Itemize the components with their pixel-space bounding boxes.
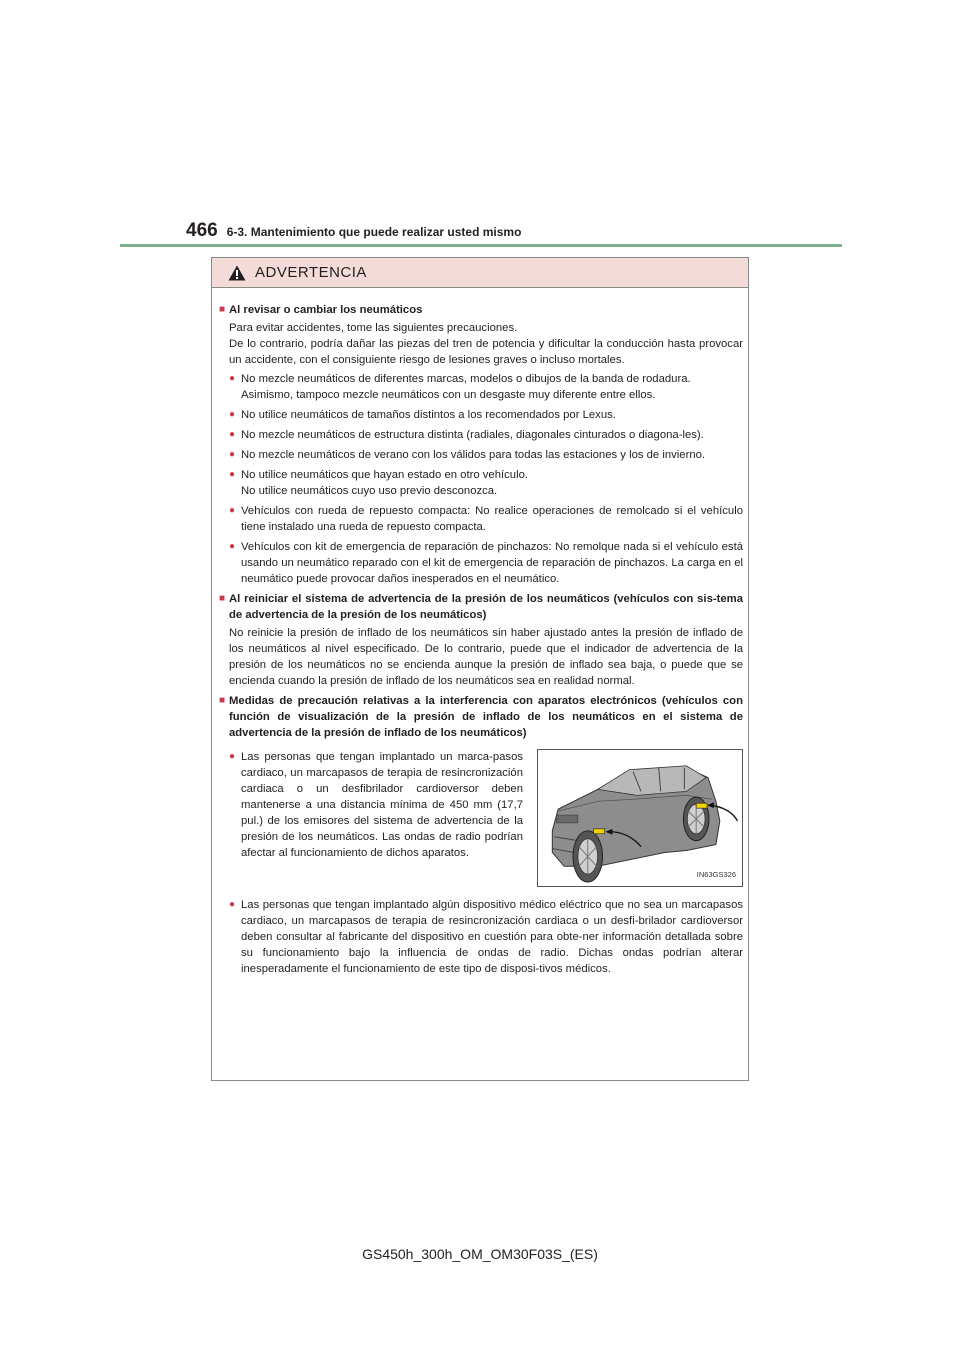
bullet-list — [229, 897, 743, 977]
list-item — [229, 897, 743, 977]
bullet-text: Las personas que tengan implantado un marca-pasos cardiaco, un marcapasos de terapia de resincronización cardiaca o un desfibrilador cardioversor deben mantenerse a una distancia mínima de 450 mm (17,7 pul.) de los emisores del sistema de advertencia de la presión de los neumáticos. Las ondas de radio podrían afectar al funcionamiento de dichos aparatos. — [241, 751, 523, 859]
bullet-text: Asimismo, tampoco mezcle neumáticos con un desgaste muy diferente entre ellos. — [241, 389, 656, 401]
section-tire-check — [219, 302, 743, 587]
circle-bullet-icon: ● — [229, 751, 236, 762]
square-marker-icon: ■ — [219, 304, 226, 315]
warning-triangle-icon — [228, 265, 246, 281]
circle-bullet-icon: ● — [229, 505, 236, 516]
square-marker-icon: ■ — [219, 593, 226, 604]
list-item — [229, 503, 743, 535]
warning-content — [219, 302, 743, 981]
bullet-text: No mezcle neumáticos de estructura distinta (radiales, diagonales cinturados o diagona-les). — [241, 429, 704, 441]
section-heading: Al revisar o cambiar los neumáticos — [229, 304, 423, 316]
paragraph-line: Para evitar accidentes, tome las siguientes precauciones. — [229, 322, 518, 334]
section-paragraph: No reinicie la presión de inflado de los neumáticos sin haber ajustado antes la presión de inflado de los neumáticos al nivel especificado. De lo contrario, puede que el indicador de advertencia de la presión de los neumáticos no se encienda aunque la presión de inflado sea baja, o puede que se encienda cuando la presión de inflado de los neumáticos sea en realidad normal. — [229, 627, 743, 687]
circle-bullet-icon: ● — [229, 429, 236, 440]
header-rule — [120, 244, 842, 247]
square-marker-icon: ■ — [219, 695, 226, 706]
circle-bullet-icon: ● — [229, 373, 236, 384]
list-item — [229, 467, 743, 499]
section-heading: Al reiniciar el sistema de advertencia de la presión de los neumáticos (vehículos con sis-tema de advertencia de la presión de los neumáticos) — [229, 593, 743, 621]
section-heading: Medidas de precaución relativas a la interferencia con aparatos electrónicos (vehículos con función de visualización de la presión de inflado de los neumáticos en el sistema de advertencia de la presión de inflado de los neumáticos) — [229, 695, 743, 739]
tire-sensor-illustration — [537, 749, 743, 887]
bullet-text: Las personas que tengan implantado algún dispositivo médico eléctrico que no sea un marcapasos cardiaco, un marcapasos de terapia de resincronización cardiaca o un desfi-brilador cardioversor deben consultar al fabricante del dispositivo en cuestión para obte-ner información detallada sobre su funcionamiento bajo la influencia de ondas de radio. Dichas ondas podrían alterar inesperadamente el funcionamiento de este tipo de disposi-tivos médicos. — [241, 899, 743, 975]
list-item — [229, 447, 743, 463]
list-item — [229, 539, 743, 587]
page-number: 466 — [186, 220, 218, 241]
figure-code: IN63GS326 — [696, 870, 736, 879]
list-item — [229, 407, 743, 423]
car-illustration — [538, 750, 742, 886]
bullet-text: No mezcle neumáticos de diferentes marcas, modelos o dibujos de la banda de rodadura. — [241, 373, 691, 385]
section-paragraph — [229, 320, 743, 368]
list-item — [229, 427, 743, 443]
image-bullet-row — [229, 749, 743, 887]
section-tpms-reset — [219, 591, 743, 689]
bullet-text: No utilice neumáticos de tamaños distintos a los recomendados por Lexus. — [241, 409, 616, 421]
document-footer: GS450h_300h_OM_OM30F03S_(ES) — [362, 1246, 598, 1262]
bullet-text: Vehículos con rueda de repuesto compacta: No realice operaciones de remolcado si el vehículo tiene instalado una rueda de repuesto compacta. — [241, 505, 743, 533]
list-item — [229, 749, 523, 861]
bullet-text: Vehículos con kit de emergencia de reparación de pinchazos: No remolque nada si el vehículo está usando un neumático reparado con el kit de emergencia de reparación de pinchazos. La carga en el neumático puede provocar daños inesperados en el neumático. — [241, 541, 743, 585]
list-item — [229, 371, 743, 403]
bullet-list — [229, 371, 743, 587]
circle-bullet-icon: ● — [229, 899, 236, 910]
circle-bullet-icon: ● — [229, 449, 236, 460]
warning-title: ADVERTENCIA — [255, 264, 367, 281]
paragraph-line: De lo contrario, podría dañar las piezas del tren de potencia y dificultar la conducción hasta provocar un accidente, con el consiguiente riesgo de lesiones graves o incluso mortales. — [229, 338, 743, 366]
bullet-text: No utilice neumáticos cuyo uso previo desconozca. — [241, 485, 498, 497]
bullet-text: No utilice neumáticos que hayan estado en otro vehículo. — [241, 469, 528, 481]
section-title: 6-3. Mantenimiento que puede realizar usted mismo — [226, 225, 522, 239]
bullet-text: No mezcle neumáticos de verano con los válidos para todas las estaciones y los de invierno. — [241, 449, 706, 461]
circle-bullet-icon: ● — [229, 541, 236, 552]
warning-box — [211, 257, 749, 1081]
warning-header — [212, 258, 748, 288]
circle-bullet-icon: ● — [229, 469, 236, 480]
page-header — [186, 220, 521, 242]
circle-bullet-icon: ● — [229, 409, 236, 420]
section-electronic-interference — [219, 693, 743, 977]
